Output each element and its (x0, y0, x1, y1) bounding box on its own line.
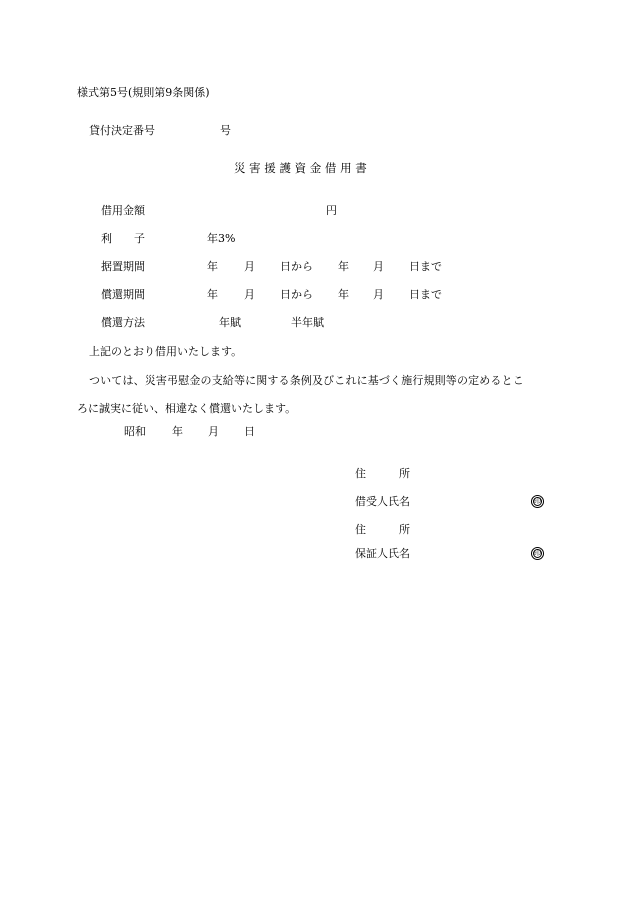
deferment-year2: 年 (338, 260, 349, 273)
borrower-name-label: 借受人氏名 (355, 495, 410, 508)
body-line-2: ろに誠実に従い、相違なく償還いたします。 (77, 402, 297, 415)
amount-unit: 円 (326, 204, 337, 217)
repayment-year: 年 (207, 288, 218, 301)
borrower-seal-icon: 印 (531, 495, 544, 508)
date-month: 月 (208, 425, 219, 438)
repayment-period-label: 償還期間 (101, 288, 145, 301)
repayment-day-until: 日まで (409, 288, 442, 301)
repayment-method-semiannual: 半年賦 (291, 316, 324, 329)
date-day: 日 (244, 425, 255, 438)
guarantor-name-label: 保証人氏名 (355, 547, 410, 560)
loan-number-suffix: 号 (220, 124, 231, 137)
form-number: 様式第5号(規則第9条関係) (77, 86, 210, 99)
deferment-day-from: 日から (280, 260, 313, 273)
repayment-year2: 年 (338, 288, 349, 301)
repayment-method-label: 償還方法 (101, 316, 145, 329)
deferment-label: 据置期間 (101, 260, 145, 273)
guarantor-address-label: 住 所 (355, 523, 410, 536)
repayment-month: 月 (244, 288, 255, 301)
deferment-day-until: 日まで (409, 260, 442, 273)
body-line-1: ついては、災害弔慰金の支給等に関する条例及びこれに基づく施行規則等の定めるとこ (89, 374, 524, 387)
repayment-day-from: 日から (280, 288, 313, 301)
amount-label: 借用金額 (101, 204, 145, 217)
deferment-month2: 月 (373, 260, 384, 273)
deferment-month: 月 (244, 260, 255, 273)
repayment-method-annual: 年賦 (219, 316, 241, 329)
interest-label: 利 子 (101, 232, 145, 245)
borrower-address-label: 住 所 (355, 467, 410, 480)
deferment-year: 年 (207, 260, 218, 273)
loan-number-label: 貸付決定番号 (89, 124, 155, 137)
guarantor-seal-icon: 印 (531, 547, 544, 560)
date-year: 年 (172, 425, 183, 438)
document-title: 災 害 援 護 資 金 借 用 書 (234, 161, 367, 175)
repayment-month2: 月 (373, 288, 384, 301)
date-era: 昭和 (124, 425, 146, 438)
interest-value: 年3% (207, 232, 236, 245)
statement: 上記のとおり借用いたします。 (89, 345, 243, 358)
